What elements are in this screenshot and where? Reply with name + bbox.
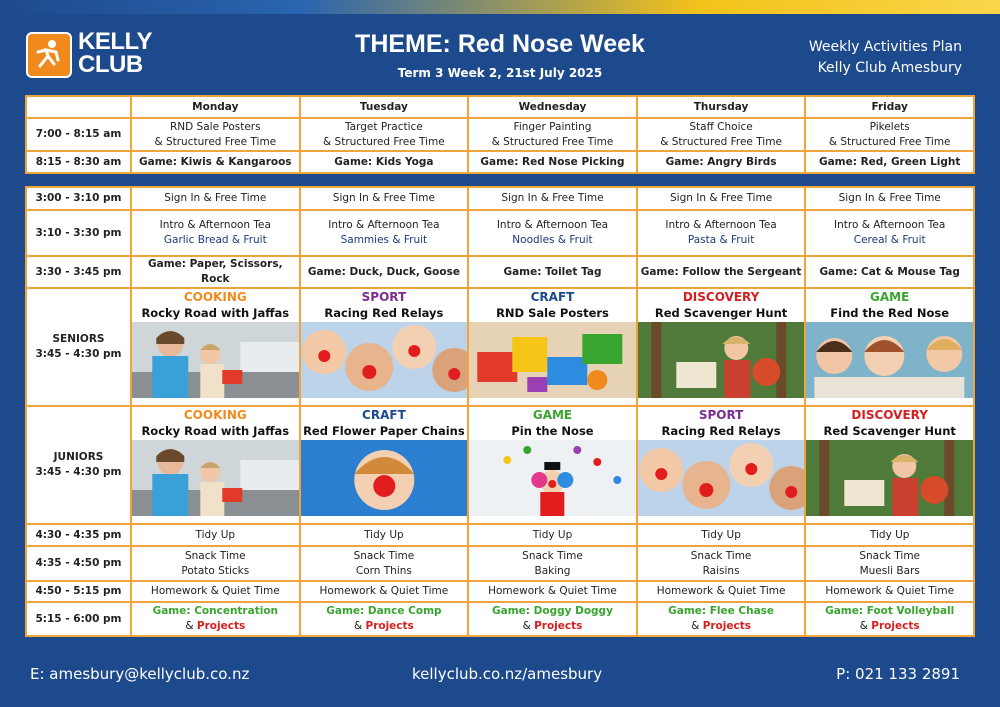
day-thursday: Thursday [637,96,806,118]
game-cell: Game: Angry Birds [637,151,806,173]
ampersand: & [691,620,703,632]
r2-title: Intro & Afternoon Tea [328,219,440,231]
r2-title: Intro & Afternoon Tea [496,219,609,231]
snack-cell [300,546,469,581]
juniors-activity-cell [637,406,806,524]
final-game: Game: Dance Comp [326,605,442,617]
snack-food: Corn Thins [355,564,412,577]
time-cell: 7:00 - 8:15 am [26,118,131,151]
activity-category: SPORT [698,408,744,422]
snack-title: Snack Time [184,549,246,562]
afternoon-schedule [25,186,975,637]
activity-photo [301,322,468,398]
footer-email[interactable]: E: amesbury@kellyclub.co.nz [30,665,250,683]
final-projects [132,619,299,634]
activity-category: DISCOVERY [682,290,760,304]
homework-row [26,581,974,602]
final-projects [469,619,636,634]
signin-row [26,187,974,210]
activity-photo [469,322,636,398]
juniors-activity-cell [468,406,637,524]
game-row [26,256,974,288]
homework-cell: Homework & Quiet Time [805,581,974,602]
r2-cell [131,210,300,256]
r2-food: Garlic Bread & Fruit [163,234,267,246]
juniors-activity-cell [131,406,300,524]
game-cell: Game: Cat & Mouse Tag [805,256,974,288]
time-cell: 4:30 - 4:35 pm [26,524,131,546]
time-cell: 5:15 - 6:00 pm [26,602,131,636]
final-game: Game: Foot Volleyball [825,605,955,617]
snack-food: Muesli Bars [859,564,920,577]
seniors-activity-cell [805,288,974,406]
r2-cell [637,210,806,256]
r1-cell: Sign In & Free Time [805,187,974,210]
ampersand: & [859,620,872,632]
activity-photo [469,440,636,516]
game-cell: Game: Red Nose Picking [468,151,637,173]
logo-wordmark: KELLY CLUB [78,28,152,78]
projects-label: Projects [702,620,751,632]
activity-title: Finger Painting [513,120,592,133]
r2-food: Sammies & Fruit [340,234,428,246]
activity-photo [806,322,973,398]
game-cell: Game: Toilet Tag [468,256,637,288]
homework-cell: Homework & Quiet Time [637,581,806,602]
final-game: Game: Flee Chase [668,605,775,617]
activity-category: GAME [870,290,910,304]
tidy-row [26,524,974,546]
game-cell: Game: Paper, Scissors, Rock [131,256,300,288]
r2-cell [300,210,469,256]
homework-cell: Homework & Quiet Time [468,581,637,602]
r1-cell: Sign In & Free Time [300,187,469,210]
seniors-label-cell [26,288,131,406]
projects-label: Projects [365,620,414,632]
day-header-row [26,96,974,118]
activity-name: Red Scavenger Hunt [654,306,788,320]
activity-photo [132,322,299,398]
day-monday: Monday [131,96,300,118]
day-tuesday: Tuesday [300,96,469,118]
footer-phone: P: 021 133 2891 [836,665,960,683]
final-cell [637,602,806,636]
juniors-activity-cell [805,406,974,524]
tidy-cell: Tidy Up [131,524,300,546]
day-friday: Friday [805,96,974,118]
activity-name: Racing Red Relays [661,424,781,438]
activity-title: Staff Choice [689,120,753,133]
kelly-club-logo [26,30,154,80]
seniors-activity-cell [637,288,806,406]
tea-row [26,210,974,256]
seniors-activity-cell [300,288,469,406]
snack-title: Snack Time [690,549,752,562]
activity-name: RND Sale Posters [496,306,609,320]
ampersand: & [353,620,366,632]
activity-name: Rocky Road with Jaffas [141,424,290,438]
activity-title: Target Practice [345,120,423,133]
activity-category: CRAFT [530,290,575,304]
activity-name: Pin the Nose [511,424,594,438]
morning-activity-cell [131,118,300,151]
r2-title: Intro & Afternoon Tea [834,219,946,231]
r1-cell: Sign In & Free Time [131,187,300,210]
activity-photo [132,440,299,516]
activity-category: GAME [532,408,573,422]
morning-row [26,118,974,151]
page-title: THEME: Red Nose Week [355,30,645,58]
snack-title: Snack Time [353,549,415,562]
activity-name: Red Scavenger Hunt [823,424,956,438]
activity-note: & Structured Free Time [154,135,277,148]
projects-label: Projects [871,620,920,632]
activity-title: RND Sale Posters [169,120,261,133]
snack-row [26,546,974,581]
r1-cell: Sign In & Free Time [468,187,637,210]
time-cell: 3:00 - 3:10 pm [26,187,131,210]
r2-food: Cereal & Fruit [853,234,926,246]
seniors-row [26,288,974,406]
game-cell: Game: Kiwis & Kangaroos [131,151,300,173]
tidy-cell: Tidy Up [637,524,806,546]
final-cell [468,602,637,636]
r1-cell: Sign In & Free Time [637,187,806,210]
activity-photo [638,322,805,398]
final-cell [131,602,300,636]
tidy-cell: Tidy Up [300,524,469,546]
final-cell [300,602,469,636]
group-label: JUNIORS [53,451,104,463]
activity-title: Pikelets [869,120,910,133]
day-wednesday: Wednesday [468,96,637,118]
activity-photo [806,440,973,516]
final-game: Game: Concentration [152,605,279,617]
corner-cell [26,96,131,118]
snack-food: Potato Sticks [181,564,250,577]
activity-note: & Structured Free Time [491,135,614,148]
game-cell: Game: Red, Green Light [805,151,974,173]
snack-food: Baking [534,564,571,577]
homework-cell: Homework & Quiet Time [131,581,300,602]
time-cell: 4:35 - 4:50 pm [26,546,131,581]
r2-cell [468,210,637,256]
homework-cell: Homework & Quiet Time [300,581,469,602]
activity-name: Rocky Road with Jaffas [141,306,290,320]
final-cell [805,602,974,636]
final-projects [638,619,805,634]
r2-food: Noodles & Fruit [512,234,593,246]
top-banner [0,0,1000,14]
page-subtitle: Term 3 Week 2, 21st July 2025 [397,66,603,80]
projects-label: Projects [534,620,583,632]
final-row [26,602,974,636]
activity-category: SPORT [361,290,407,304]
seniors-activity-cell [131,288,300,406]
time-cell: 3:30 - 3:45 pm [26,256,131,288]
snack-cell [805,546,974,581]
activity-category: DISCOVERY [851,408,928,422]
game-cell: Game: Duck, Duck, Goose [300,256,469,288]
activity-name: Find the Red Nose [830,306,950,320]
r2-food: Pasta & Fruit [687,234,755,246]
final-game: Game: Doggy Doggy [492,605,613,617]
morning-activity-cell [300,118,469,151]
juniors-activity-cell [300,406,469,524]
seniors-activity-cell [468,288,637,406]
morning-schedule [25,95,975,174]
plan-line-2: Kelly Club Amesbury [817,60,962,76]
juniors-row [26,406,974,524]
morning-activity-cell [637,118,806,151]
plan-info [809,37,962,79]
r2-title: Intro & Afternoon Tea [665,219,777,231]
ampersand: & [185,620,197,632]
game-cell: Game: Follow the Sergeant [637,256,806,288]
activity-category: CRAFT [362,408,406,422]
r2-cell [805,210,974,256]
tidy-cell: Tidy Up [468,524,637,546]
game-cell: Game: Kids Yoga [300,151,469,173]
activity-note: & Structured Free Time [323,135,445,148]
final-projects [301,619,468,634]
activity-category: COOKING [183,290,247,304]
time-cell: 4:50 - 5:15 pm [26,581,131,602]
runner-icon [26,32,72,78]
ampersand: & [522,620,535,632]
snack-title: Snack Time [522,549,583,562]
group-label: SENIORS [52,333,105,345]
projects-label: Projects [196,620,246,632]
snack-food: Raisins [702,564,740,577]
activity-note: & Structured Free Time [660,135,782,148]
activity-category: COOKING [183,408,247,422]
morning-game-row [26,151,974,173]
r2-title: Intro & Afternoon Tea [159,219,271,231]
snack-cell [468,546,637,581]
activity-photo [301,440,468,516]
group-time: 3:45 - 4:30 pm [35,348,122,360]
plan-line-1: Weekly Activities Plan [808,39,962,55]
snack-cell [637,546,806,581]
activity-photo [638,440,805,516]
activity-note: & Structured Free Time [828,135,951,148]
time-cell: 8:15 - 8:30 am [26,151,131,173]
snack-title: Snack Time [859,549,921,562]
snack-cell [131,546,300,581]
footer-website[interactable]: kellyclub.co.nz/amesbury [412,665,603,683]
morning-activity-cell [805,118,974,151]
morning-activity-cell [468,118,637,151]
activity-name: Red Flower Paper Chains [303,424,465,438]
time-cell: 3:10 - 3:30 pm [26,210,131,256]
final-projects [806,619,973,634]
activity-name: Racing Red Relays [324,306,444,320]
tidy-cell: Tidy Up [805,524,974,546]
group-time: 3:45 - 4:30 pm [35,466,122,478]
juniors-label-cell [26,406,131,524]
